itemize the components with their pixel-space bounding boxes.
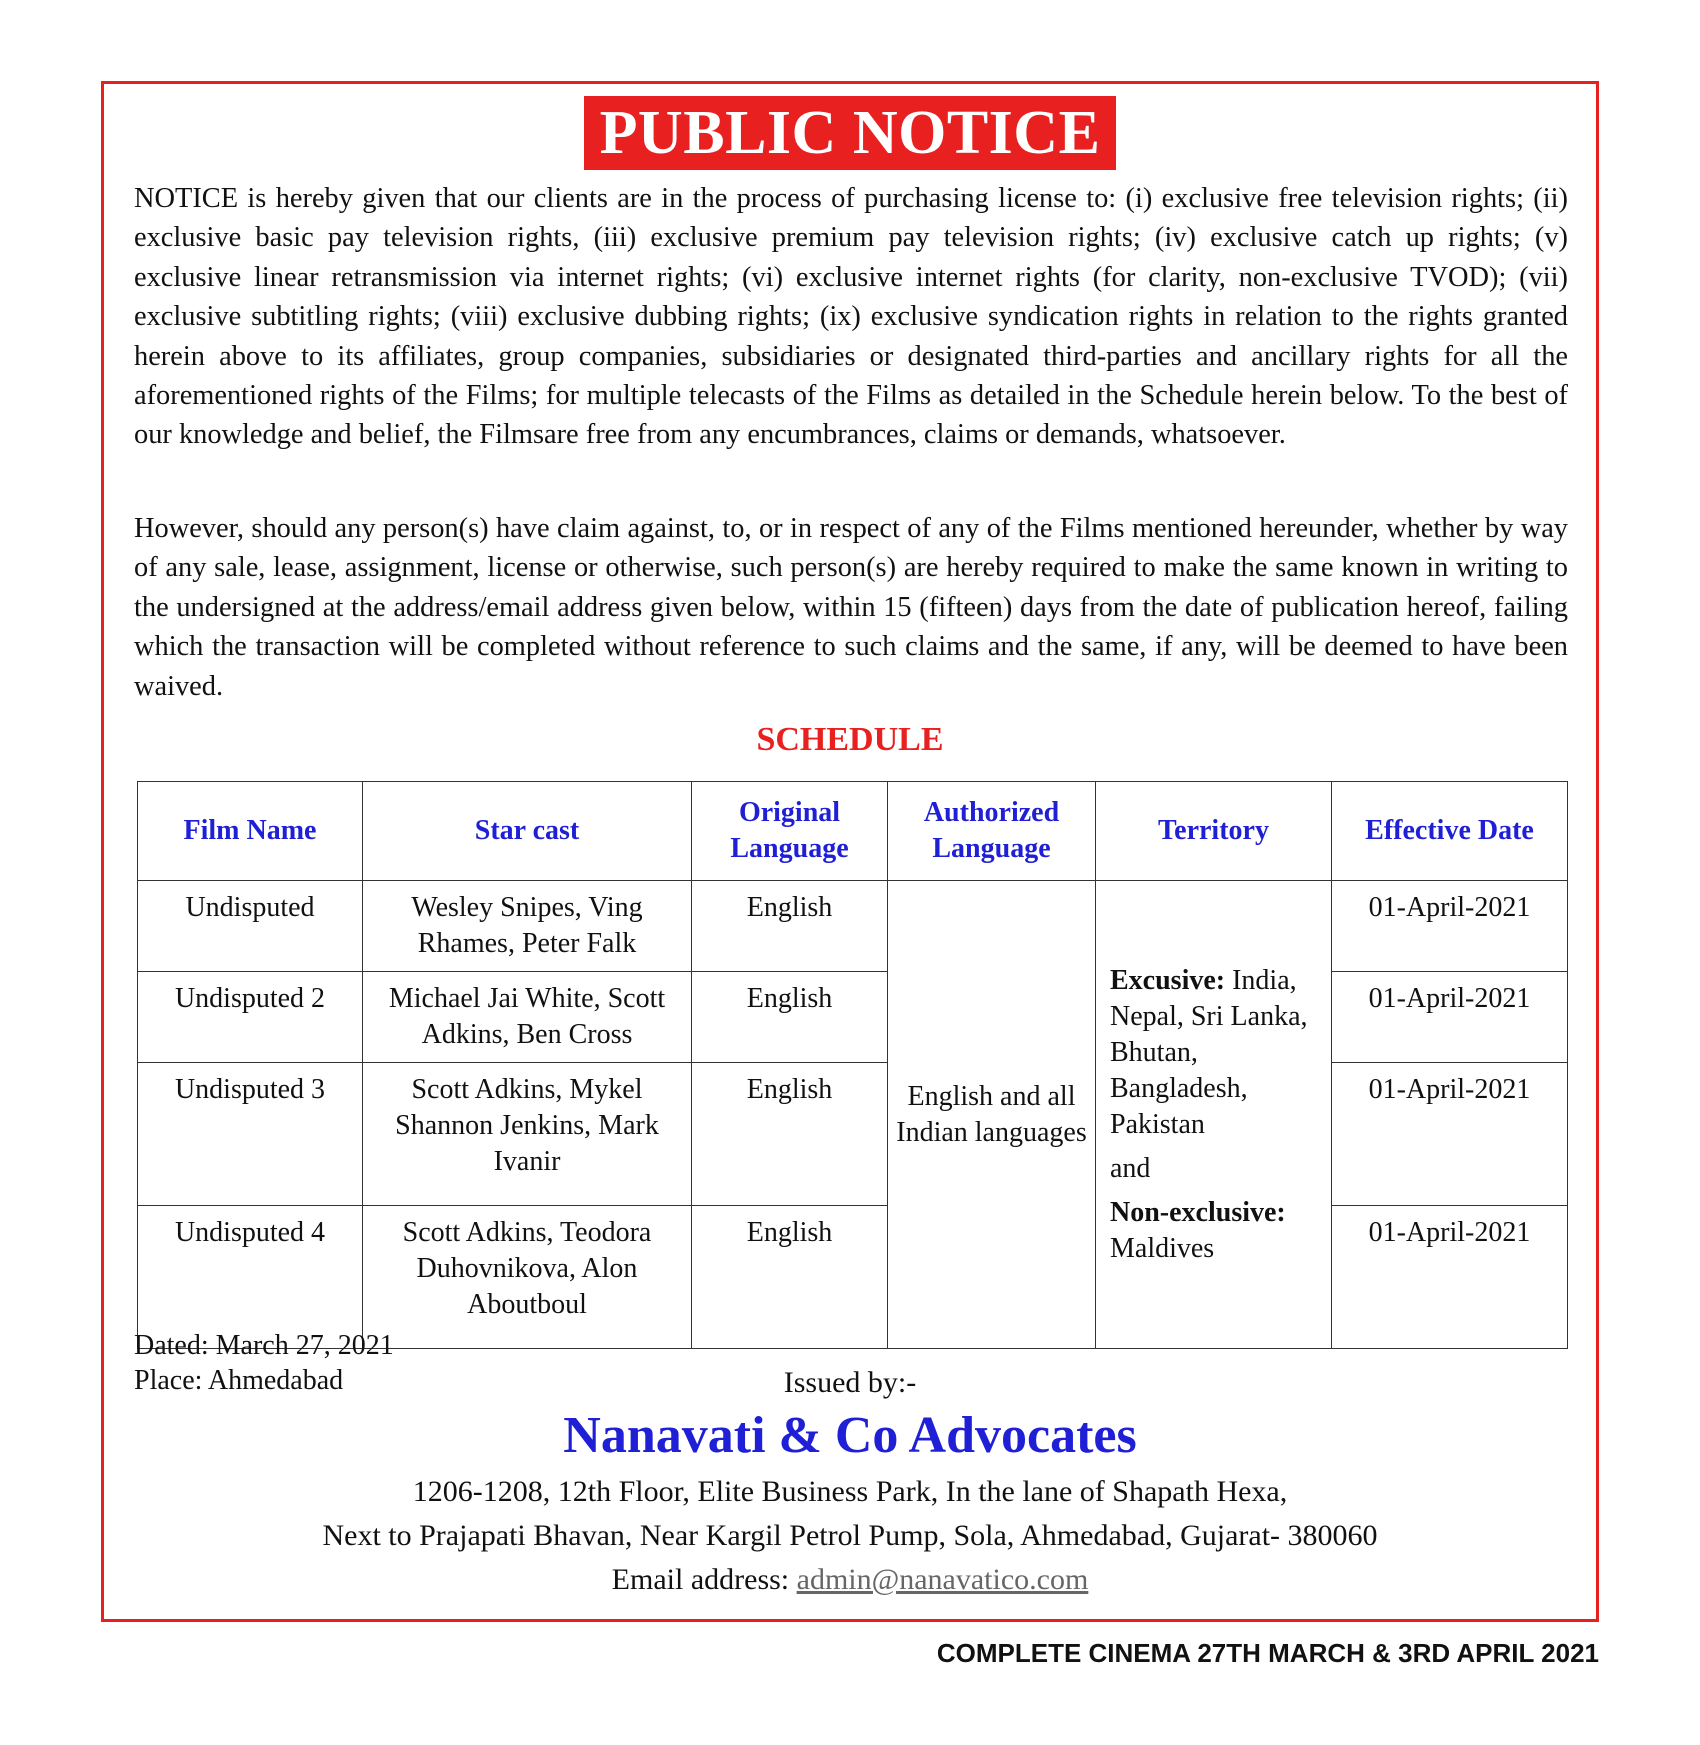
star-cast-cell: Michael Jai White, Scott Adkins, Ben Cross [363,972,692,1063]
territory-and: and [1110,1152,1151,1184]
film-name-cell: Undisputed 4 [138,1206,363,1349]
table-row [138,1063,1568,1206]
original-language-cell: English [692,972,888,1063]
film-name-cell: Undisputed 3 [138,1063,363,1206]
place-line: Place: Ahmedabad [134,1365,344,1396]
star-cast-cell: Wesley Snipes, Ving Rhames, Peter Falk [363,881,692,972]
publication-footer: COMPLETE CINEMA 27TH MARCH & 3RD APRIL 2021 [936,1638,1599,1668]
authorized-language-cell: English and all Indian languages [888,881,1096,1349]
effective-date-cell: 01-April-2021 [1332,1063,1568,1206]
territory-nonexclusive [1110,1195,1317,1267]
film-name-cell: Undisputed [138,881,363,972]
schedule-heading: SCHEDULE [756,721,944,758]
table-row [138,972,1568,1063]
header-star-cast: Star cast [363,782,692,881]
address-line-2: Next to Prajapati Bhavan, Near Kargil Petrol Pump, Sola, Ahmedabad, Gujarat- 380060 [322,1519,1378,1552]
schedule-table [137,781,1568,1349]
effective-date-cell: 01-April-2021 [1332,881,1568,972]
nonexclusive-list: Maldives [1110,1232,1215,1264]
issued-by: Issued by:- [783,1366,917,1399]
table-row [138,881,1568,972]
star-cast-cell: Scott Adkins, Teodora Duhovnikova, Alon Aboutboul [363,1206,692,1349]
header-film-name: Film Name [138,782,363,881]
email-label: Email address: [611,1563,790,1596]
dated-line: Dated: March 27, 2021 [134,1330,394,1361]
territory-exclusive [1110,963,1317,1143]
effective-date-cell: 01-April-2021 [1332,1206,1568,1349]
original-language-cell: English [692,881,888,972]
territory-cell [1096,881,1332,1349]
film-name-cell: Undisputed 2 [138,972,363,1063]
nonexclusive-label: Non-exclusive: [1110,1196,1286,1228]
exclusive-list: India, Nepal, Sri Lanka, Bhutan, Bangladesh, Pakistan [1110,964,1308,1140]
original-language-cell: English [692,1063,888,1206]
title-wrap [0,96,1700,170]
header-territory: Territory [1096,782,1332,881]
header-effective-date: Effective Date [1332,782,1568,881]
notice-paragraph-1: NOTICE is hereby given that our clients are in the process of purchasing license to: (i) exclusive free television rights; (ii) exclusive basic pay television rights, (iii) exclusive premium pay television rights; (iv) exclusive catch up rights; (v) exclusive linear retransmission via internet rights; (vi) exclusive internet rights (for clarity, non-exclusive TVOD); (vii) exclusive subtitling rights; (viii) exclusive dubbing rights; (ix) exclusive syndication rights in relation to the rights granted herein above to its affiliates, group companies, subsidiaries or designated third-parties and ancillary rights for all the aforementioned rights of the Films; for multiple telecasts of the Films as detailed in the Schedule herein below. To the best of our knowledge and belief, the Filmsare free from any encumbrances, claims or demands, whatsoever. [134,183,1568,451]
header-authorized-language: Authorized Language [888,782,1096,881]
page-title: PUBLIC NOTICE [584,96,1117,170]
notice-paragraph-2: However, should any person(s) have claim against, to, or in respect of any of the Films mentioned hereunder, whether by way of any sale, lease, assignment, license or otherwise, such person(s) are hereby required to make the same known in writing to the undersigned at the address/email address given below, within 15 (fifteen) days from the date of publication hereof, failing which the transaction will be completed without reference to such claims and the same, if any, will be deemed to have been waived. [134,513,1568,702]
star-cast-cell: Scott Adkins, Mykel Shannon Jenkins, Mark Ivanir [363,1063,692,1206]
email-line [0,1560,1700,1600]
email-link[interactable]: admin@nanavatico.com [796,1563,1089,1596]
address-line-1: 1206-1208, 12th Floor, Elite Business Park, In the lane of Shapath Hexa, [412,1475,1288,1508]
exclusive-label: Excusive: [1110,964,1226,996]
header-original-language: Original Language [692,782,888,881]
table-header-row [138,782,1568,881]
effective-date-cell: 01-April-2021 [1332,972,1568,1063]
firm-name: Nanavati & Co Advocates [563,1407,1137,1464]
original-language-cell: English [692,1206,888,1349]
